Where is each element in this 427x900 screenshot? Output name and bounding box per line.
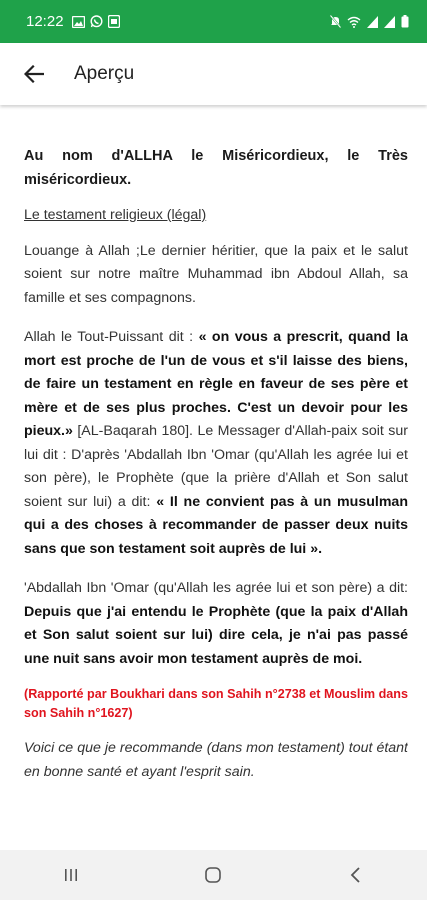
arrow-left-icon	[24, 65, 44, 83]
recent-apps-button[interactable]	[41, 855, 101, 895]
status-time: 12:22	[26, 13, 64, 30]
paragraph-quran	[24, 326, 408, 561]
system-nav-bar	[0, 850, 427, 900]
ibn-omar-intro: 'Abdallah Ibn 'Omar (qu'Allah les agrée lui et son père) a dit:	[24, 580, 408, 596]
closing-statement: Voici ce que je recommande (dans mon testament) tout étant en bonne santé et ayant l'esprit sain.	[24, 740, 408, 780]
back-button[interactable]	[12, 52, 56, 96]
signal-icon	[384, 16, 395, 28]
quran-intro: Allah le Tout-Puissant dit :	[24, 329, 199, 345]
mute-icon	[330, 15, 341, 28]
back-icon	[349, 866, 363, 884]
wifi-icon	[347, 16, 361, 28]
whatsapp-icon	[90, 15, 103, 28]
image-icon	[72, 16, 85, 28]
document-subtitle: Le testament religieux (légal)	[24, 207, 207, 223]
ibn-omar-quote: Depuis que j'ai entendu le Prophète (que la paix d'Allah et Son salut soient sur lui) dire cela, je n'ai pas passé une nuit sans avoir mon testament auprès de moi.	[24, 603, 408, 667]
status-icons-right	[330, 15, 409, 28]
system-back-button[interactable]	[326, 855, 386, 895]
home-icon	[204, 866, 222, 884]
quran-reference: [AL-Baqarah 180]. Le Messager d'Allah-paix soit sur lui dit : D'après 'Abdallah Ibn 'Omar (qu'Allah les agrée lui et son père), le Prophète (que la prière d'Allah et Son salut soient sur lui) a dit:	[24, 423, 408, 510]
paragraph-praise: Louange à Allah ;Le dernier héritier, que la paix et le salut soient sur notre maître Muhammad ibn Abdoul Allah, sa famille et ses compagnons.	[24, 242, 408, 306]
recent-apps-icon	[63, 867, 79, 883]
sim-icon	[108, 15, 120, 28]
hadith-quote: « Il ne convient pas à un musulman qui a des choses à recommander de passer deux nuits sans que son testament soit auprès de lui ».	[24, 493, 408, 557]
page-title: Aperçu	[74, 63, 135, 84]
app-bar	[0, 43, 427, 105]
paragraph-ibn-omar	[24, 577, 408, 671]
battery-icon	[401, 15, 409, 28]
home-button[interactable]	[183, 855, 243, 895]
quran-quote: « on vous a prescrit, quand la mort est proche de l'un de vous et s'il laisse des biens, de faire un testament en règle en faveur de ses père et mère et de ses plus proches. C'est un devoir pour les pieux.»	[24, 329, 408, 439]
status-icons-left	[72, 15, 120, 28]
signal-icon	[367, 16, 378, 28]
hadith-reference: (Rapporté par Boukhari dans son Sahih n°2738 et Mouslim dans son Sahih n°1627)	[24, 687, 408, 720]
status-bar	[0, 0, 427, 43]
document-heading: Au nom d'ALLHA le Miséricordieux, le Très miséricordieux.	[24, 148, 408, 188]
document-preview	[24, 118, 408, 848]
